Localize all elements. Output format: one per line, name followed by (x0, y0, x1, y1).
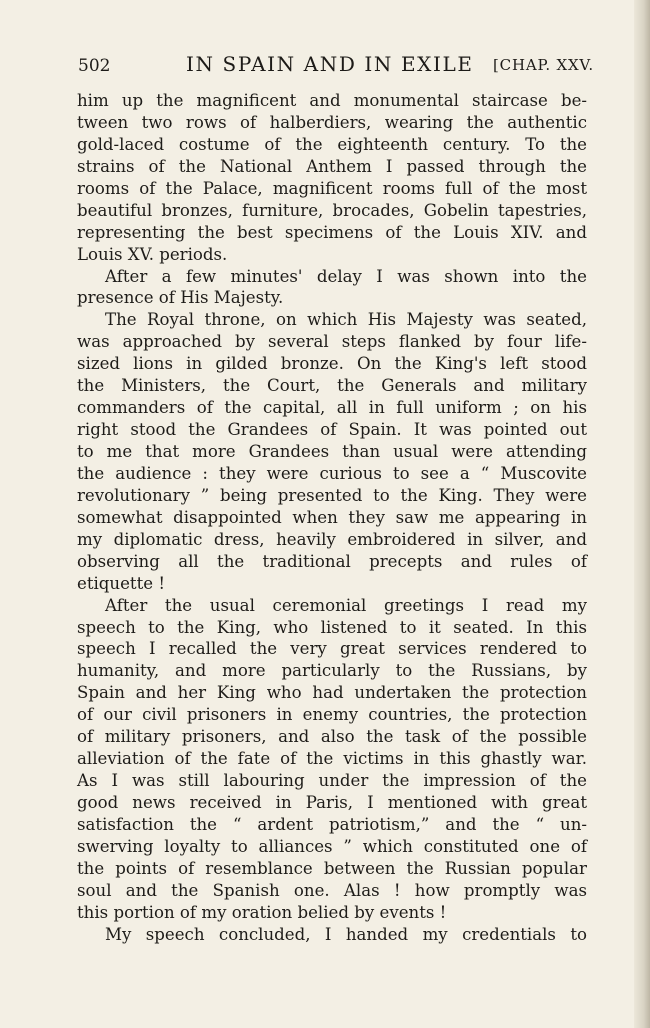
text-line: of our civil prisoners in enemy countries, the protection (77, 705, 587, 725)
text-line: Spain and her King who had undertaken the protection (77, 683, 587, 703)
text-line: alleviation of the fate of the victims in this ghastly war. (77, 749, 587, 769)
text-line: rooms of the Palace, magnificent rooms full of the most (77, 178, 587, 198)
text-line: was approached by several steps flanked by four life- (77, 332, 587, 352)
text-line: somewhat disappointed when they saw me appearing in (77, 507, 587, 527)
text-line: strains of the National Anthem I passed through the (77, 156, 587, 176)
text-line: him up the magnificent and monumental staircase be- (77, 91, 587, 110)
paragraph (77, 924, 587, 946)
text-line: to me that more Grandees than usual were attending (77, 442, 587, 461)
page-number: 502 (78, 56, 111, 76)
text-line: the Ministers, the Court, the Generals and military (77, 376, 587, 396)
text-line: After a few minutes' delay I was shown into the (105, 266, 587, 286)
text-line: The Royal throne, on which His Majesty was seated, (105, 310, 587, 330)
text-line: speech to the King, who listened to it seated. In this (77, 617, 587, 637)
text-line: My speech concluded, I handed my credentials to (105, 924, 587, 944)
text-line: the points of resemblance between the Russian popular (77, 858, 587, 878)
body-text (77, 90, 587, 946)
text-line: soul and the Spanish one. Alas ! how promptly was (77, 880, 587, 900)
text-line: representing the best specimens of the Louis XIV. and (77, 222, 587, 242)
text-line: etiquette ! (77, 573, 166, 593)
text-line: Louis XV. periods. (77, 244, 228, 264)
text-line: good news received in Paris, I mentioned with great (77, 793, 587, 812)
text-line: right stood the Grandees of Spain. It was pointed out (77, 420, 587, 440)
text-line: speech I recalled the very great services rendered to (77, 639, 587, 659)
text-line: gold-laced costume of the eighteenth century. To the (77, 134, 587, 154)
text-line: this portion of my oration belied by events ! (77, 902, 447, 922)
text-line: As I was still labouring under the impression of the (77, 771, 587, 791)
running-title: IN SPAIN AND IN EXILE (186, 52, 474, 76)
paragraph (77, 266, 587, 310)
text-line: beautiful bronzes, furniture, brocades, Gobelin tapestries, (77, 200, 587, 220)
text-line: presence of His Majesty. (77, 288, 284, 308)
chapter-reference: [CHAP. XXV. (493, 56, 594, 74)
text-line: swerving loyalty to alliances ” which constituted one of (77, 836, 587, 856)
text-line: commanders of the capital, all in full uniform ; on his (77, 398, 587, 418)
running-header (78, 52, 594, 82)
paragraph (77, 90, 587, 266)
text-line: humanity, and more particularly to the Russians, by (77, 661, 587, 681)
text-line: satisfaction the “ ardent patriotism,” and the “ un- (77, 814, 587, 834)
paragraph (77, 595, 587, 924)
paragraph (77, 309, 587, 594)
text-line: my diplomatic dress, heavily embroidered in silver, and (77, 529, 587, 549)
text-line: revolutionary ” being presented to the King. They were (77, 485, 587, 505)
text-line: the audience : they were curious to see a “ Muscovite (77, 463, 587, 483)
text-line: tween two rows of halberdiers, wearing the authentic (77, 112, 587, 132)
text-line: After the usual ceremonial greetings I read my (105, 595, 587, 615)
text-line: of military prisoners, and also the task of the possible (77, 727, 587, 747)
text-line: observing all the traditional precepts and rules of (77, 551, 587, 571)
page-edge (634, 0, 650, 1028)
text-line: sized lions in gilded bronze. On the King's left stood (77, 354, 587, 374)
